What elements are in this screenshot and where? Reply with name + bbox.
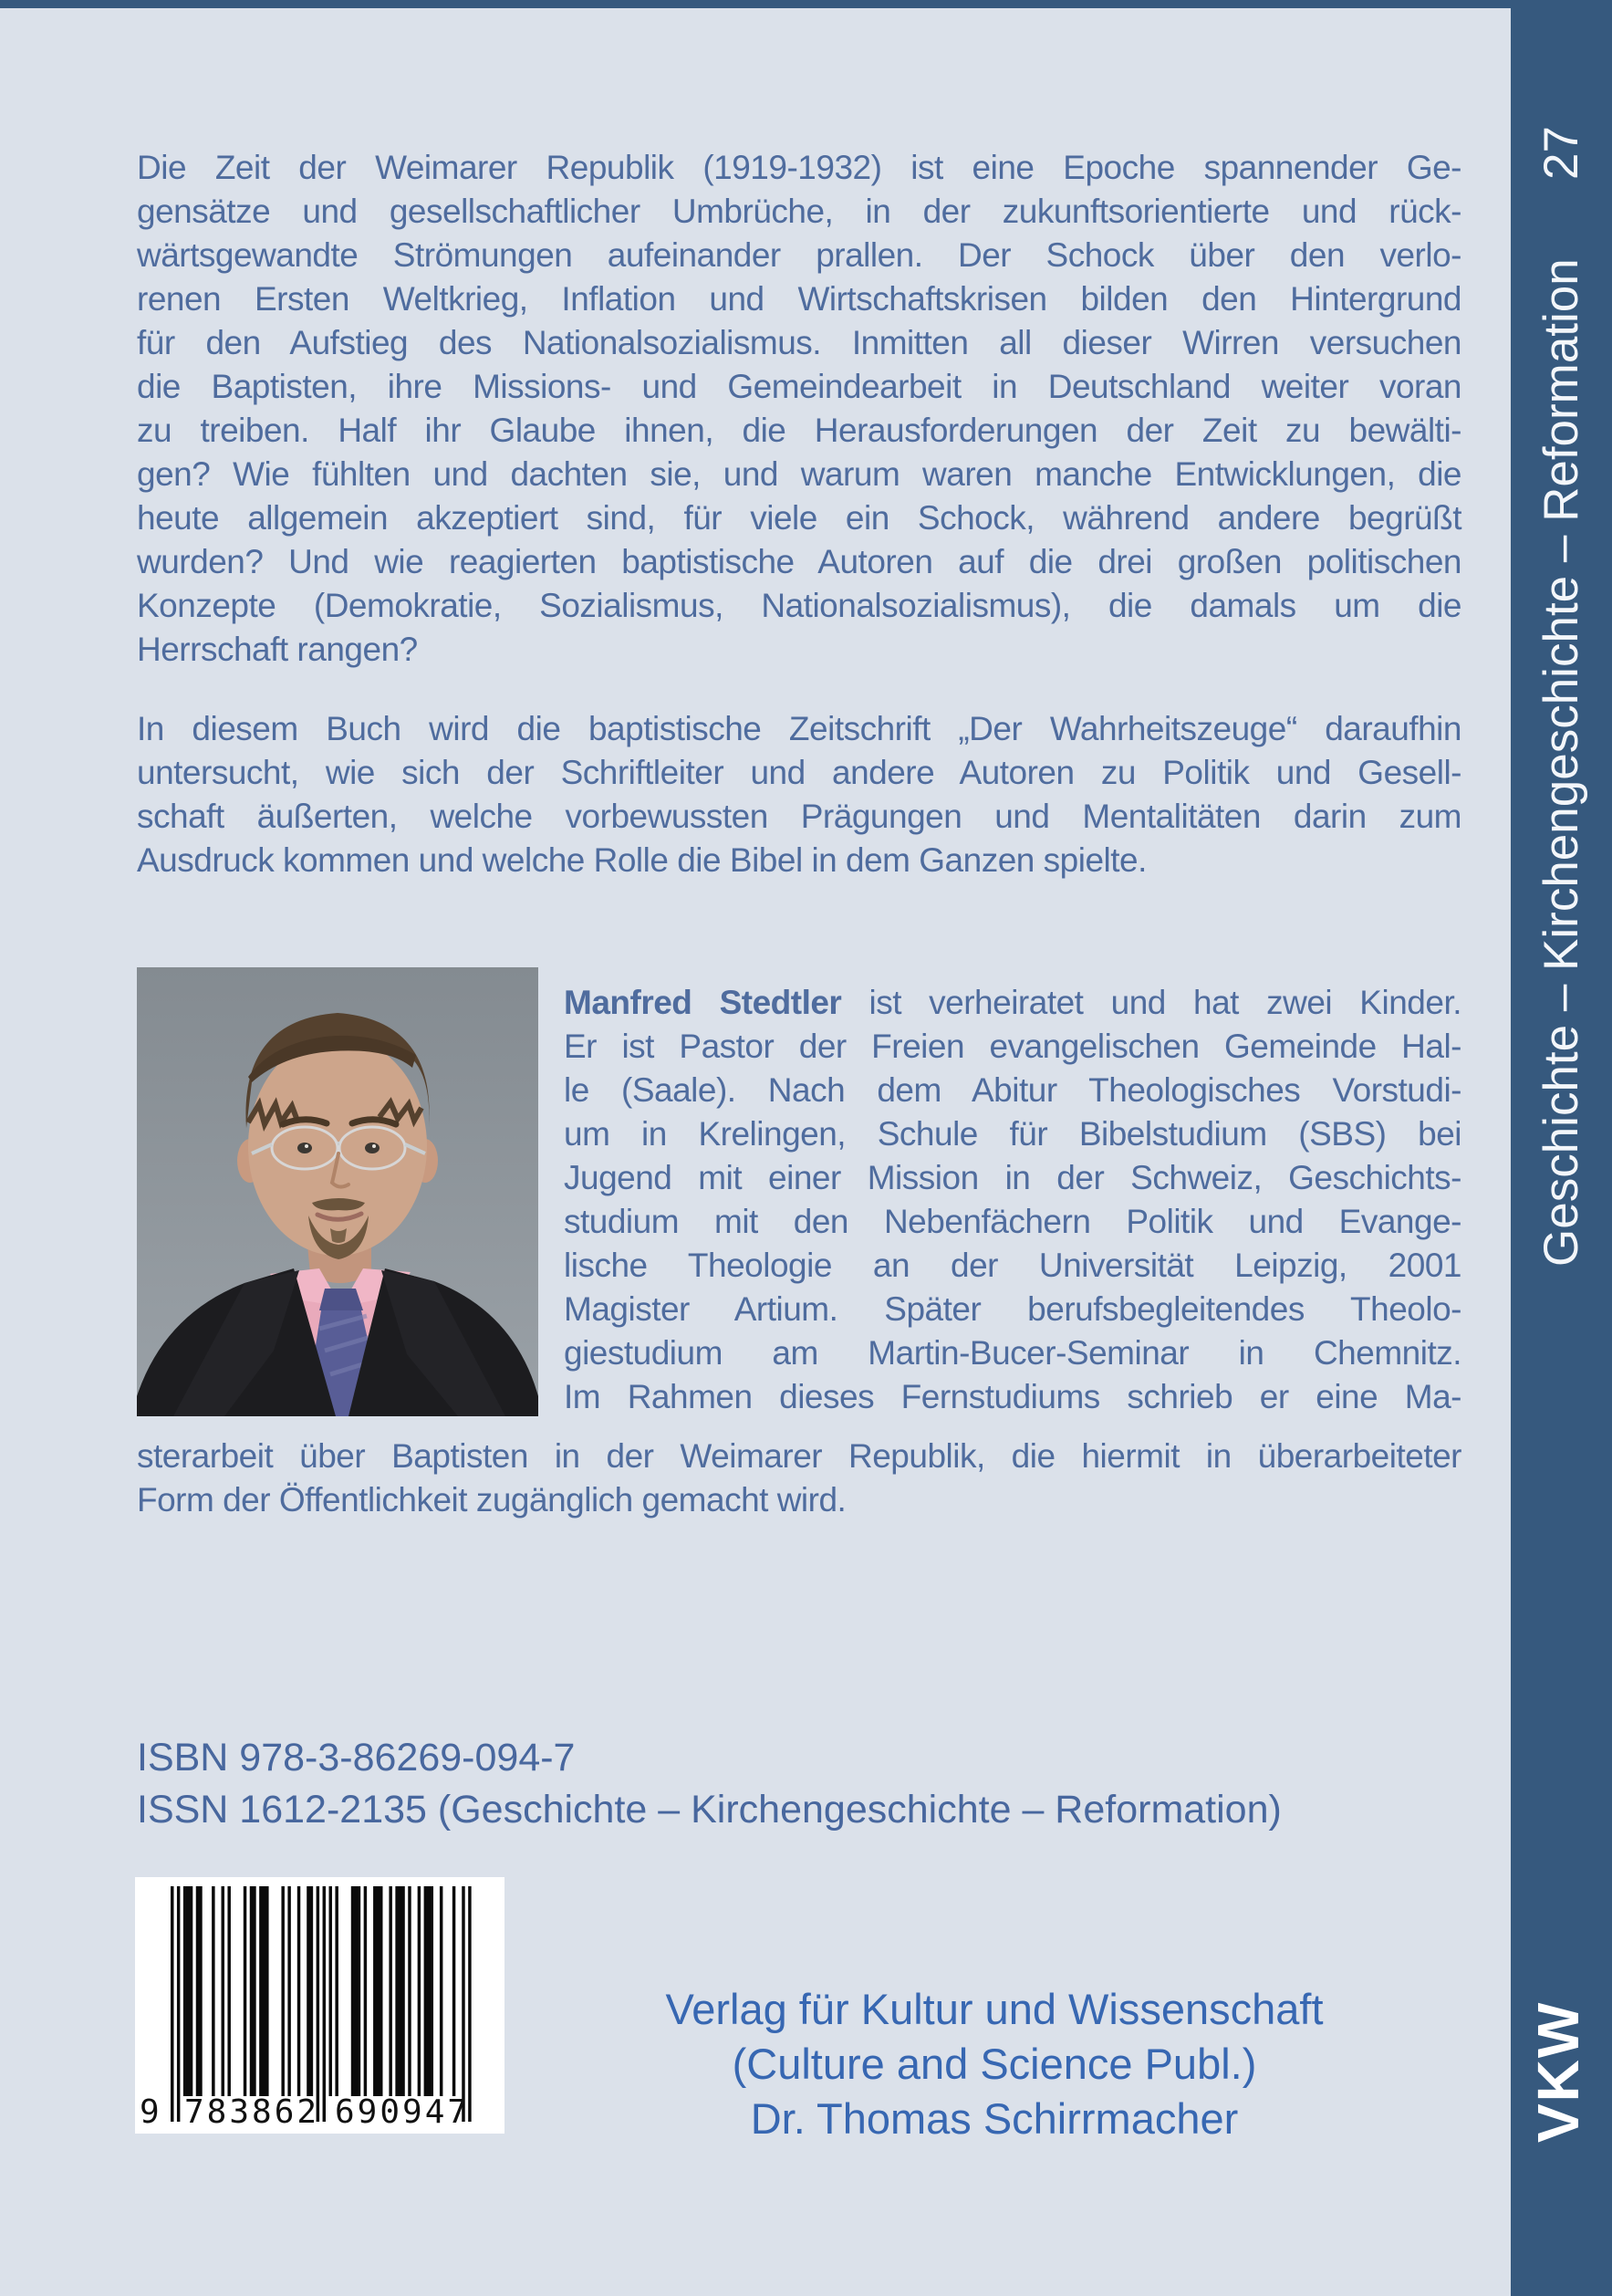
text-line: die Baptisten, ihre Missions- und Gemeindearbeit in Deutschland weiter voran bbox=[137, 368, 1461, 405]
top-accent-band bbox=[0, 0, 1612, 8]
barcode-left-digits: 783862 bbox=[184, 2093, 320, 2131]
text-line: wurden? Und wie reagierten baptistische Autoren auf die drei großen politischen bbox=[137, 543, 1461, 580]
publisher-name-en: (Culture and Science Publ.) bbox=[732, 2040, 1257, 2088]
text-line: Er ist Pastor der Freien evangelischen Gemeinde Hal- bbox=[564, 1028, 1461, 1065]
text-line bbox=[564, 981, 1461, 1025]
publisher-name: Verlag für Kultur und Wissenschaft bbox=[665, 1985, 1324, 2033]
vkw-logo: VKW bbox=[1525, 2000, 1591, 2143]
blurb-paragraph-1 bbox=[137, 146, 1461, 672]
text-line: giestudium am Martin-Bucer-Seminar in Chemnitz. bbox=[564, 1334, 1461, 1372]
author-photo bbox=[137, 967, 538, 1416]
barcode-digits bbox=[135, 2094, 504, 2131]
text-line: gen? Wie fühlten und dachten sie, und warum waren manche Entwicklungen, die bbox=[137, 455, 1461, 493]
author-portrait-graphic bbox=[137, 967, 538, 1416]
text-line: gensätze und gesellschaftlicher Umbrüche, in der zukunftsorientierte und rück- bbox=[137, 193, 1461, 230]
barcode bbox=[135, 1877, 504, 2134]
publisher-editor: Dr. Thomas Schirrmacher bbox=[750, 2094, 1239, 2143]
bio-line1-rest: ist verheiratet und hat zwei Kinder. bbox=[841, 984, 1461, 1021]
text-line: Jugend mit einer Mission in der Schweiz, Geschichts- bbox=[564, 1159, 1461, 1196]
text-line: Im Rahmen dieses Fernstudiums schrieb er eine Ma- bbox=[564, 1378, 1461, 1415]
author-name: Manfred Stedtler bbox=[564, 984, 842, 1021]
text-line: zu treiben. Half ihr Glaube ihnen, die Herausforderungen der Zeit zu bewälti- bbox=[137, 412, 1461, 449]
text-line: le (Saale). Nach dem Abitur Theologisches Vorstudi- bbox=[564, 1071, 1461, 1109]
publisher-imprint bbox=[584, 1982, 1405, 2146]
text-line: In diesem Buch wird die baptistische Zeitschrift „Der Wahrheitszeuge“ daraufhin bbox=[137, 710, 1461, 747]
text-line: für den Aufstieg des Nationalsozialismus. Inmitten all dieser Wirren versuchen bbox=[137, 324, 1461, 361]
text-line: Ausdruck kommen und welche Rolle die Bibel in dem Ganzen spielte. bbox=[137, 841, 1147, 879]
text-line: schaft äußerten, welche vorbewussten Prägungen und Mentalitäten darin zum bbox=[137, 798, 1461, 835]
text-line: renen Ersten Weltkrieg, Inflation und Wirtschaftskrisen bilden den Hintergrund bbox=[137, 280, 1461, 318]
issn-line: ISSN 1612-2135 (Geschichte – Kirchengeschichte – Reformation) bbox=[137, 1788, 1282, 1832]
barcode-right-digits: 690947 bbox=[335, 2093, 471, 2131]
text-line: studium mit den Nebenfächern Politik und Evange- bbox=[564, 1203, 1461, 1240]
spine-series-number: 27 bbox=[1534, 126, 1588, 180]
author-bio-fullwidth bbox=[137, 1435, 1461, 1522]
text-line: heute allgemein akzeptiert sind, für viele ein Schock, während andere begrüßt bbox=[137, 499, 1461, 537]
spine-series-text bbox=[1533, 126, 1589, 1267]
isbn-line: ISBN 978-3-86269-094-7 bbox=[137, 1736, 576, 1779]
text-line: wärtsgewandte Strömungen aufeinander prallen. Der Schock über den verlo- bbox=[137, 236, 1461, 274]
text-line: um in Krelingen, Schule für Bibelstudium (SBS) bei bbox=[564, 1115, 1461, 1153]
text-line: Magister Artium. Später berufsbegleitendes Theolo- bbox=[564, 1290, 1461, 1328]
blurb-paragraph-2 bbox=[137, 707, 1461, 882]
barcode-lead-digit: 9 bbox=[140, 2093, 160, 2131]
text-line: Konzepte (Demokratie, Sozialismus, Nationalsozialismus), die damals um die bbox=[137, 587, 1461, 624]
text-line: lische Theologie an der Universität Leipzig, 2001 bbox=[564, 1247, 1461, 1284]
spine-series-label: Geschichte – Kirchengeschichte – Reformation bbox=[1534, 258, 1588, 1267]
text-line: untersucht, wie sich der Schriftleiter und andere Autoren zu Politik und Gesell- bbox=[137, 754, 1461, 791]
identifier-block bbox=[137, 1732, 1461, 1836]
text-line: Die Zeit der Weimarer Republik (1919-1932) ist eine Epoche spannender Ge- bbox=[137, 149, 1461, 186]
text-line: sterarbeit über Baptisten in der Weimarer Republik, die hiermit in überarbeiteter bbox=[137, 1437, 1461, 1475]
text-line: Form der Öffentlichkeit zugänglich gemacht wird. bbox=[137, 1481, 847, 1518]
text-line: Herrschaft rangen? bbox=[137, 631, 418, 668]
author-bio-column bbox=[564, 981, 1461, 1419]
